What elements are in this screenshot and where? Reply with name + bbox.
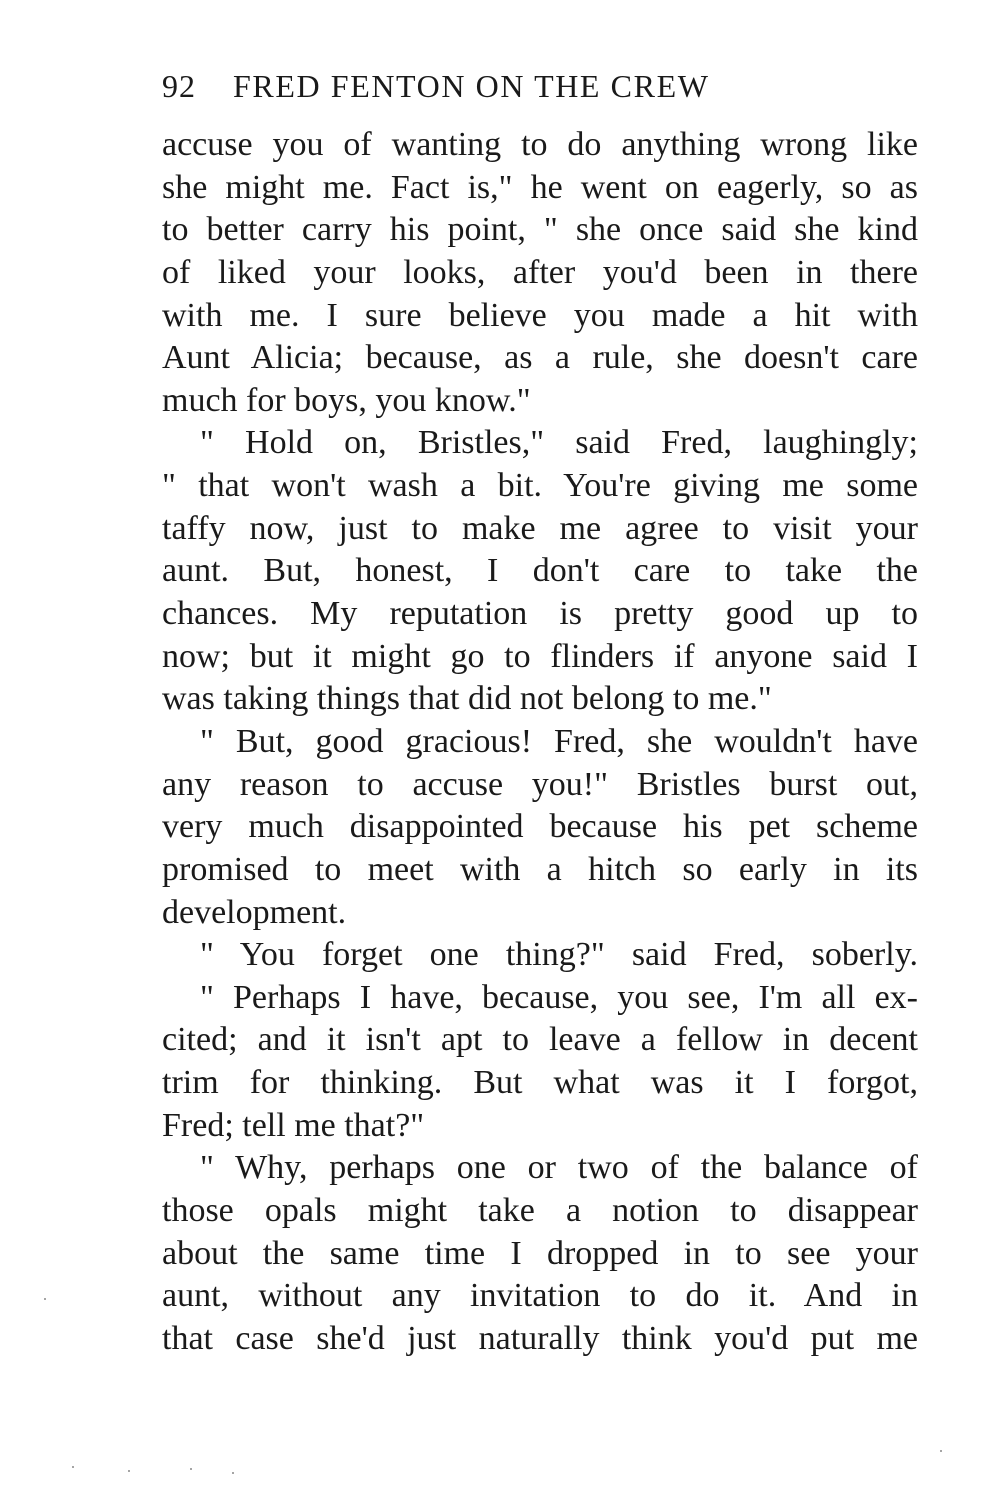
scan-speck [940,1450,942,1452]
text-line: aunt. But, honest, I don't care to take the [162,552,918,590]
body-text [162,124,918,1361]
text-line: much for boys, you know." [162,381,531,419]
text-line: development. [162,893,347,931]
text-line: of liked your looks, after you'd been in there [162,253,918,291]
text-line: cited; and it isn't apt to leave a fellow in decent [162,1021,918,1059]
text-line: promised to meet with a hitch so early in its [162,850,918,888]
text-line: accuse you of wanting to do anything wrong like [162,126,918,163]
text-line: aunt, without any invitation to do it. And in [162,1277,918,1315]
text-line: Fred; tell me that?" [162,1106,425,1144]
text-line: taffy now, just to make me agree to visit your [162,509,918,547]
text-line: Aunt Alicia; because, as a rule, she doesn't care [162,339,918,377]
running-head: FRED FENTON ON THE CREW [233,68,710,104]
text-line: " You forget one thing?" said Fred, soberly. [200,936,918,974]
scan-speck [190,1468,192,1470]
text-line: about the same time I dropped in to see your [162,1234,918,1272]
text-line: any reason to accuse you!" Bristles burst out, [162,765,918,803]
scan-speck [128,1470,130,1472]
text-line: " Hold on, Bristles," said Fred, laughingly; [200,424,918,462]
text-line: trim for thinking. But what was it I forgot, [162,1064,918,1102]
page-header [162,62,842,110]
text-line: very much disappointed because his pet scheme [162,808,918,846]
scan-speck [72,1466,74,1468]
text-line: she might me. Fact is," he went on eagerly, so as [162,168,918,206]
text-line: chances. My reputation is pretty good up to [162,595,918,633]
scan-speck [232,1472,234,1474]
text-line: " that won't wash a bit. You're giving me some [162,467,918,505]
text-line: with me. I sure believe you made a hit with [162,296,918,334]
text-line: " Perhaps I have, because, you see, I'm all ex- [200,978,918,1016]
page-number: 92 [162,68,196,104]
text-line: those opals might take a notion to disappear [162,1192,918,1230]
text-line: " Why, perhaps one or two of the balance of [200,1149,918,1187]
text-line: now; but it might go to flinders if anyone said I [162,637,918,675]
text-line: " But, good gracious! Fred, she wouldn't have [200,722,918,760]
text-line: was taking things that did not belong to me." [162,680,772,718]
scan-speck [44,1298,46,1300]
text-line: to better carry his point, " she once said she kind [162,211,918,249]
text-line: that case she'd just naturally think you'd put me [162,1319,918,1357]
